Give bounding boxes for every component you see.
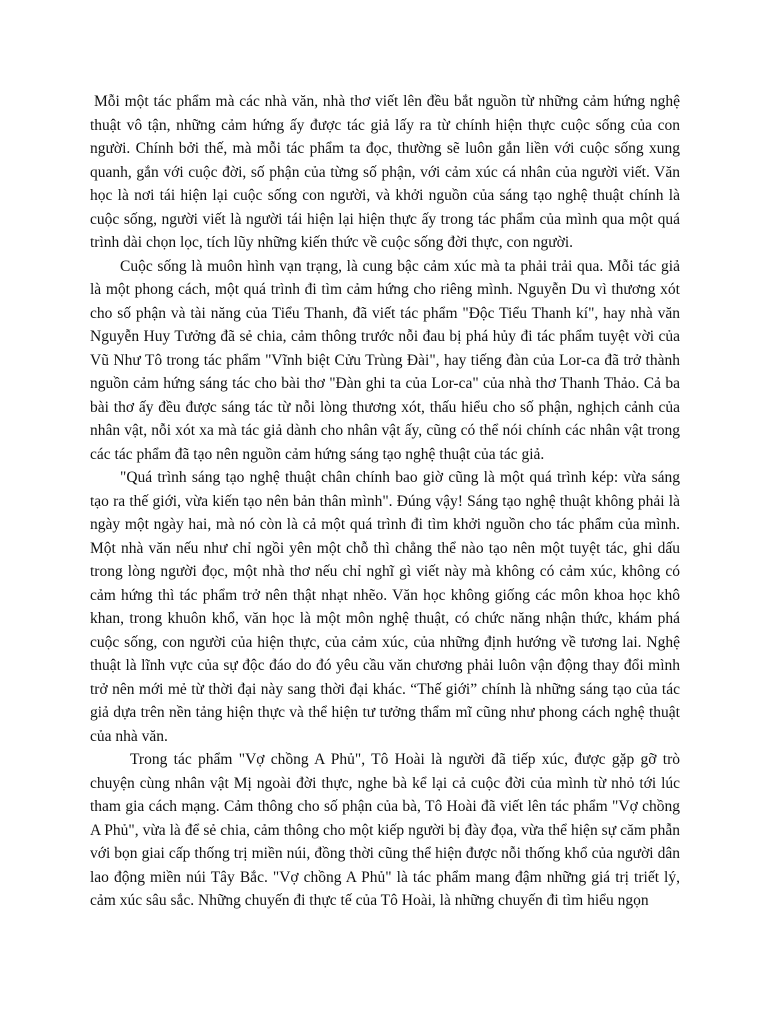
paragraph-3: "Quá trình sáng tạo nghệ thuật chân chính bao giờ cũng là một quá trình kép: vừa sáng tạo ra thế giới, vừa kiến tạo nên bản thân mình". Đúng vậy! Sáng tạo nghệ thuật không phải là ngày một ngày hai, mà nó còn là cả một quá trình đi tìm khởi nguồn cho tác phẩm của mình. Một nhà văn nếu như chỉ ngồi yên một chỗ thì chẳng thể nào tạo nên một tuyệt tác, ghi dấu trong lòng người đọc, một nhà thơ nếu chỉ nghĩ gì viết này mà không có cảm xúc, không có cảm hứng thì tác phẩm trở nên thật nhạt nhẽo. Văn học không giống các môn khoa học khô khan, trong khuôn khổ, văn học là một môn nghệ thuật, có chức năng nhận thức, khám phá cuộc sống, con người của hiện thực, của cảm xúc, của những định hướng về tương lai. Nghệ thuật là lĩnh vực của sự độc đáo do đó yêu cầu văn chương phải luôn vận động thay đổi mình trở nên mới mẻ từ thời đại này sang thời đại khác. “Thế giới” chính là những sáng tạo của tác giả dựa trên nền tảng hiện thực và thể hiện tư tưởng thẩm mĩ cũng như phong cách nghệ thuật của nhà văn.	[90, 469, 680, 745]
paragraph-4: Trong tác phẩm "Vợ chồng A Phủ", Tô Hoài là người đã tiếp xúc, được gặp gỡ trò chuyện cùng nhân vật Mị ngoài đời thực, nghe bà kể lại cả cuộc đời của mình từ nhỏ tới lúc tham gia cách mạng. Cảm thông cho số phận của bà, Tô Hoài đã viết lên tác phẩm "Vợ chồng A Phủ", vừa là để sẻ chia, cảm thông cho một kiếp người bị đày đọa, vừa thể hiện sự căm phẫn với bọn giai cấp thống trị miền núi, đồng thời cũng thể hiện được nỗi thống khổ của người dân lao động miền núi Tây Bắc. "Vợ chồng A Phủ" là tác phẩm mang đậm những giá trị triết lý, cảm xúc sâu sắc. Những chuyến đi thực tế của Tô Hoài, là những chuyến đi tìm hiểu ngọn	[90, 751, 680, 909]
paragraph-2: Cuộc sống là muôn hình vạn trạng, là cung bậc cảm xúc mà ta phải trải qua. Mỗi tác giả là một phong cách, một quá trình đi tìm cảm hứng cho riêng mình. Nguyễn Du vì thương xót cho số phận và tài năng của Tiểu Thanh, đã viết tác phẩm "Độc Tiểu Thanh kí", hay nhà văn Nguyễn Huy Tưởng đã sẻ chia, cảm thông trước nỗi đau bị phá hủy đi tác phẩm tuyệt vời của Vũ Như Tô trong tác phẩm "Vĩnh biệt Cửu Trùng Đài", hay tiếng đàn của Lor-ca đã trở thành nguồn cảm hứng sáng tác cho bài thơ "Đàn ghi ta của Lor-ca" của nhà thơ Thanh Thảo. Cả ba bài thơ ấy đều được sáng tác từ nỗi lòng thương xót, thấu hiểu cho số phận, nghịch cảnh của nhân vật, nỗi xót xa mà tác giả dành cho nhân vật ấy, cũng có thể nói chính các nhân vật trong các tác phẩm đã tạo nên nguồn cảm hứng sáng tạo nghệ thuật của tác giả.	[90, 257, 680, 463]
document-page	[90, 90, 680, 913]
paragraph-1: Mỗi một tác phẩm mà các nhà văn, nhà thơ viết lên đều bắt nguồn từ những cảm hứng nghệ thuật vô tận, những cảm hứng ấy được tác giả lấy ra từ chính hiện thực cuộc sống của con người. Chính bởi thế, mà mỗi tác phẩm ta đọc, thường sẽ luôn gắn liền với cuộc sống xung quanh, gắn với cuộc đời, số phận của từng số phận, với cảm xúc cá nhân của người viết. Văn học là nơi tái hiện lại cuộc sống con người, và khởi nguồn của sáng tạo nghệ thuật chính là cuộc sống, người viết là người tái hiện lại hiện thực ấy trong tác phẩm của mình qua một quá trình dài chọn lọc, tích lũy những kiến thức về cuộc sống đời thực, con người.	[90, 93, 680, 251]
